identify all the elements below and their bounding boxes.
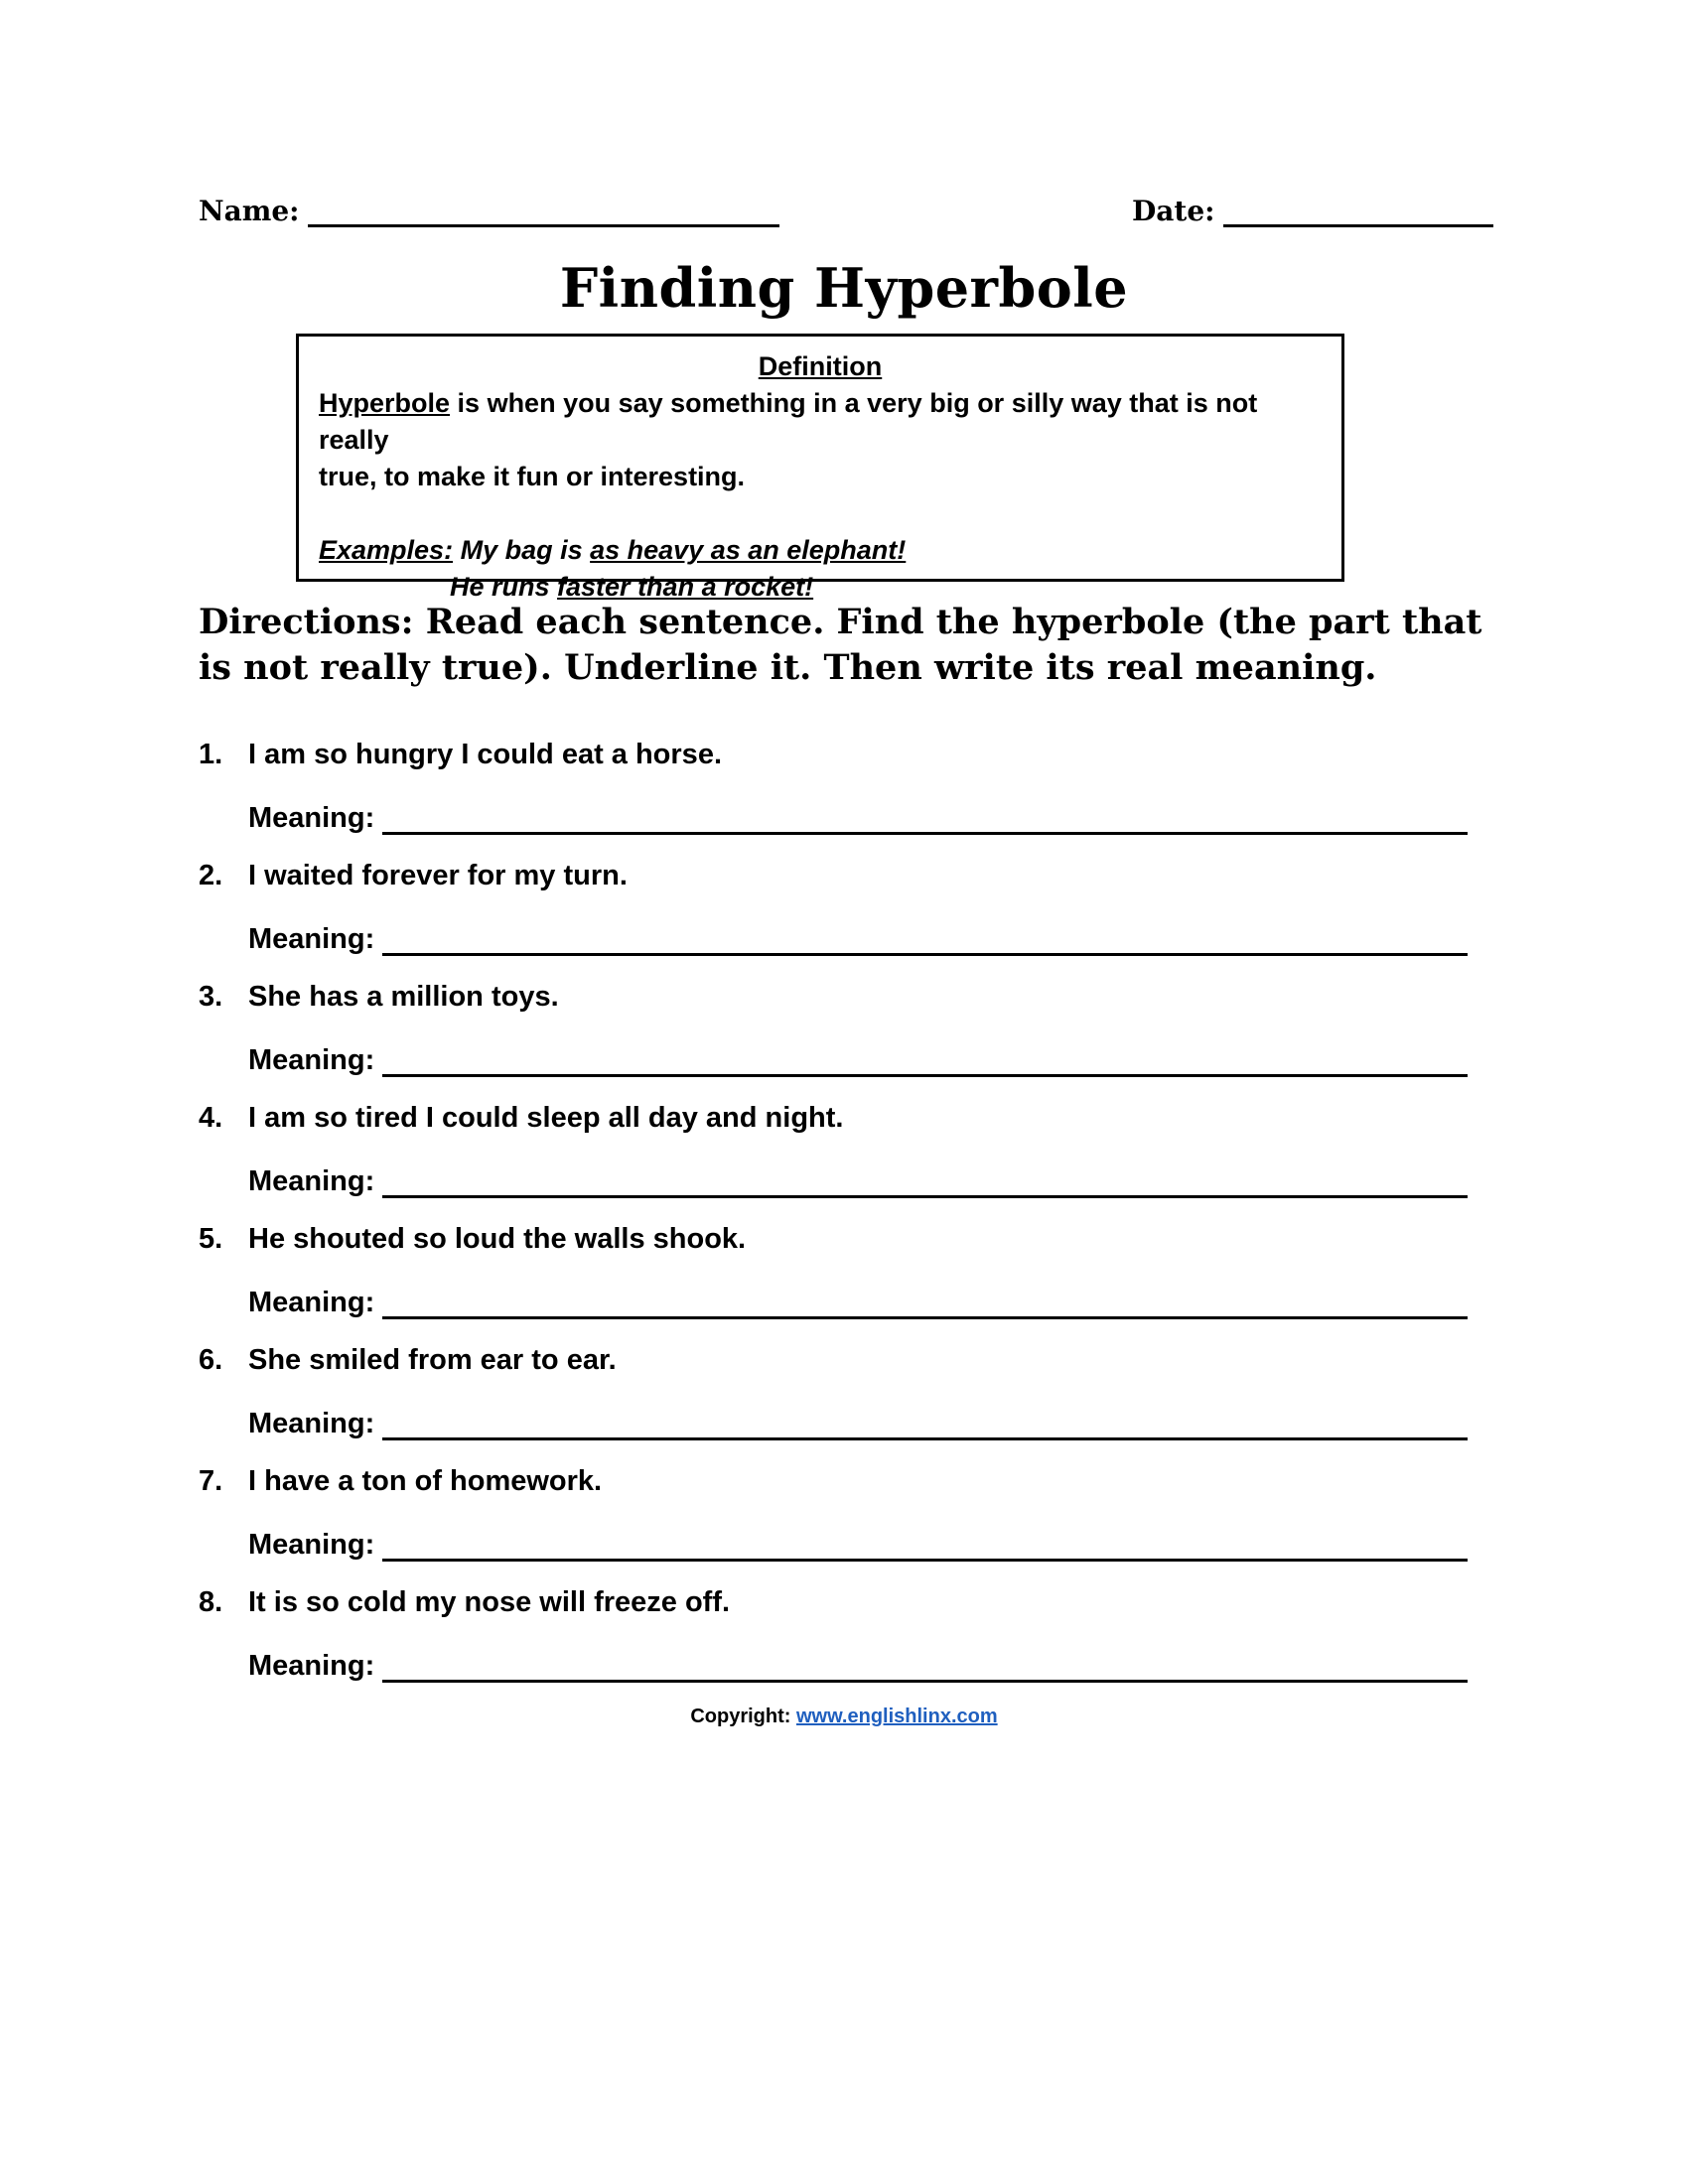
meaning-answer-line[interactable] [382, 1408, 1468, 1440]
name-field [199, 195, 779, 227]
question [199, 856, 628, 895]
question-number: 6. [199, 1343, 223, 1376]
question-number: 1. [199, 738, 223, 770]
meaning-answer-line[interactable] [382, 1650, 1468, 1683]
date-field [1132, 195, 1493, 227]
question [199, 977, 559, 1017]
question-sentence: I am so tired I could sleep all day and night. [248, 1101, 844, 1134]
question [199, 1340, 617, 1380]
definition-text [319, 385, 1322, 459]
meaning-answer-line[interactable] [382, 1044, 1468, 1077]
meaning-row [248, 795, 1468, 835]
question-sentence: He shouted so loud the walls shook. [248, 1222, 747, 1255]
question-number: 2. [199, 859, 223, 891]
question-number: 5. [199, 1222, 223, 1255]
question [199, 1582, 730, 1622]
meaning-label: Meaning: [248, 802, 375, 834]
meaning-label: Meaning: [248, 923, 375, 955]
meaning-answer-line[interactable] [382, 1529, 1468, 1562]
list-item-4 [199, 1098, 1499, 1219]
directions: Directions: Read each sentence. Find the hyperbole (the part that is not really true). Underline it. Then write its real meaning. [199, 602, 1482, 688]
question-sentence: She has a million toys. [248, 980, 559, 1013]
question-list [199, 735, 1499, 1704]
question-sentence: I am so hungry I could eat a horse. [248, 738, 722, 770]
meaning-row [248, 1280, 1468, 1319]
question-number: 8. [199, 1585, 223, 1618]
meaning-label: Meaning: [248, 1529, 375, 1561]
meaning-row [248, 1159, 1468, 1198]
definition-text-line2: true, to make it fun or interesting. [319, 462, 746, 491]
definition-box [296, 334, 1344, 602]
meaning-answer-line[interactable] [382, 923, 1468, 956]
question [199, 1219, 746, 1259]
question-number: 7. [199, 1464, 223, 1497]
meaning-row [248, 1037, 1468, 1077]
name-label: Name: [199, 195, 300, 227]
example-1-prefix: My bag is [453, 535, 591, 565]
example-1-hyperbole: as heavy as an elephant! [590, 535, 907, 565]
list-item-7 [199, 1461, 1499, 1582]
meaning-row [248, 1643, 1468, 1683]
meaning-label: Meaning: [248, 1287, 375, 1318]
list-item-6 [199, 1340, 1499, 1461]
name-input-line[interactable] [308, 197, 779, 227]
copyright-link[interactable]: www.englishlinx.com [796, 1706, 998, 1727]
definition-term: Hyperbole [319, 388, 451, 418]
meaning-label: Meaning: [248, 1650, 375, 1682]
question [199, 1461, 602, 1501]
meaning-answer-line[interactable] [382, 1287, 1468, 1319]
list-item-8 [199, 1582, 1499, 1704]
question-sentence: It is so cold my nose will freeze off. [248, 1585, 731, 1618]
meaning-label: Meaning: [248, 1165, 375, 1197]
header-row [199, 195, 1489, 234]
meaning-answer-line[interactable] [382, 802, 1468, 835]
date-input-line[interactable] [1223, 197, 1493, 227]
example-1 [319, 532, 1322, 569]
list-item-1 [199, 735, 1499, 856]
meaning-row [248, 1522, 1468, 1562]
copyright-label: Copyright: [690, 1706, 796, 1727]
definition-spacer [319, 495, 1322, 532]
meaning-row [248, 916, 1468, 956]
question-number: 4. [199, 1101, 223, 1134]
list-item-2 [199, 856, 1499, 977]
definition-heading: Definition [758, 351, 883, 381]
example-2-hyperbole: faster than a rocket! [557, 572, 814, 602]
question-sentence: I waited forever for my turn. [248, 859, 628, 891]
meaning-answer-line[interactable] [382, 1165, 1468, 1198]
question-sentence: I have a ton of homework. [248, 1464, 603, 1497]
meaning-row [248, 1401, 1468, 1440]
definition-text-line1: is when you say something in a very big or silly way that is not really [319, 388, 1258, 455]
example-2-prefix: He runs [450, 572, 558, 602]
list-item-3 [199, 977, 1499, 1098]
date-label: Date: [1132, 195, 1215, 227]
page-title: Finding Hyperbole [559, 256, 1129, 320]
question [199, 735, 722, 774]
footer [0, 1706, 1688, 1728]
meaning-label: Meaning: [248, 1408, 375, 1439]
examples-label: Examples: [319, 535, 454, 565]
list-item-5 [199, 1219, 1499, 1340]
question-number: 3. [199, 980, 223, 1013]
question-sentence: She smiled from ear to ear. [248, 1343, 617, 1376]
meaning-label: Meaning: [248, 1044, 375, 1076]
question [199, 1098, 843, 1138]
